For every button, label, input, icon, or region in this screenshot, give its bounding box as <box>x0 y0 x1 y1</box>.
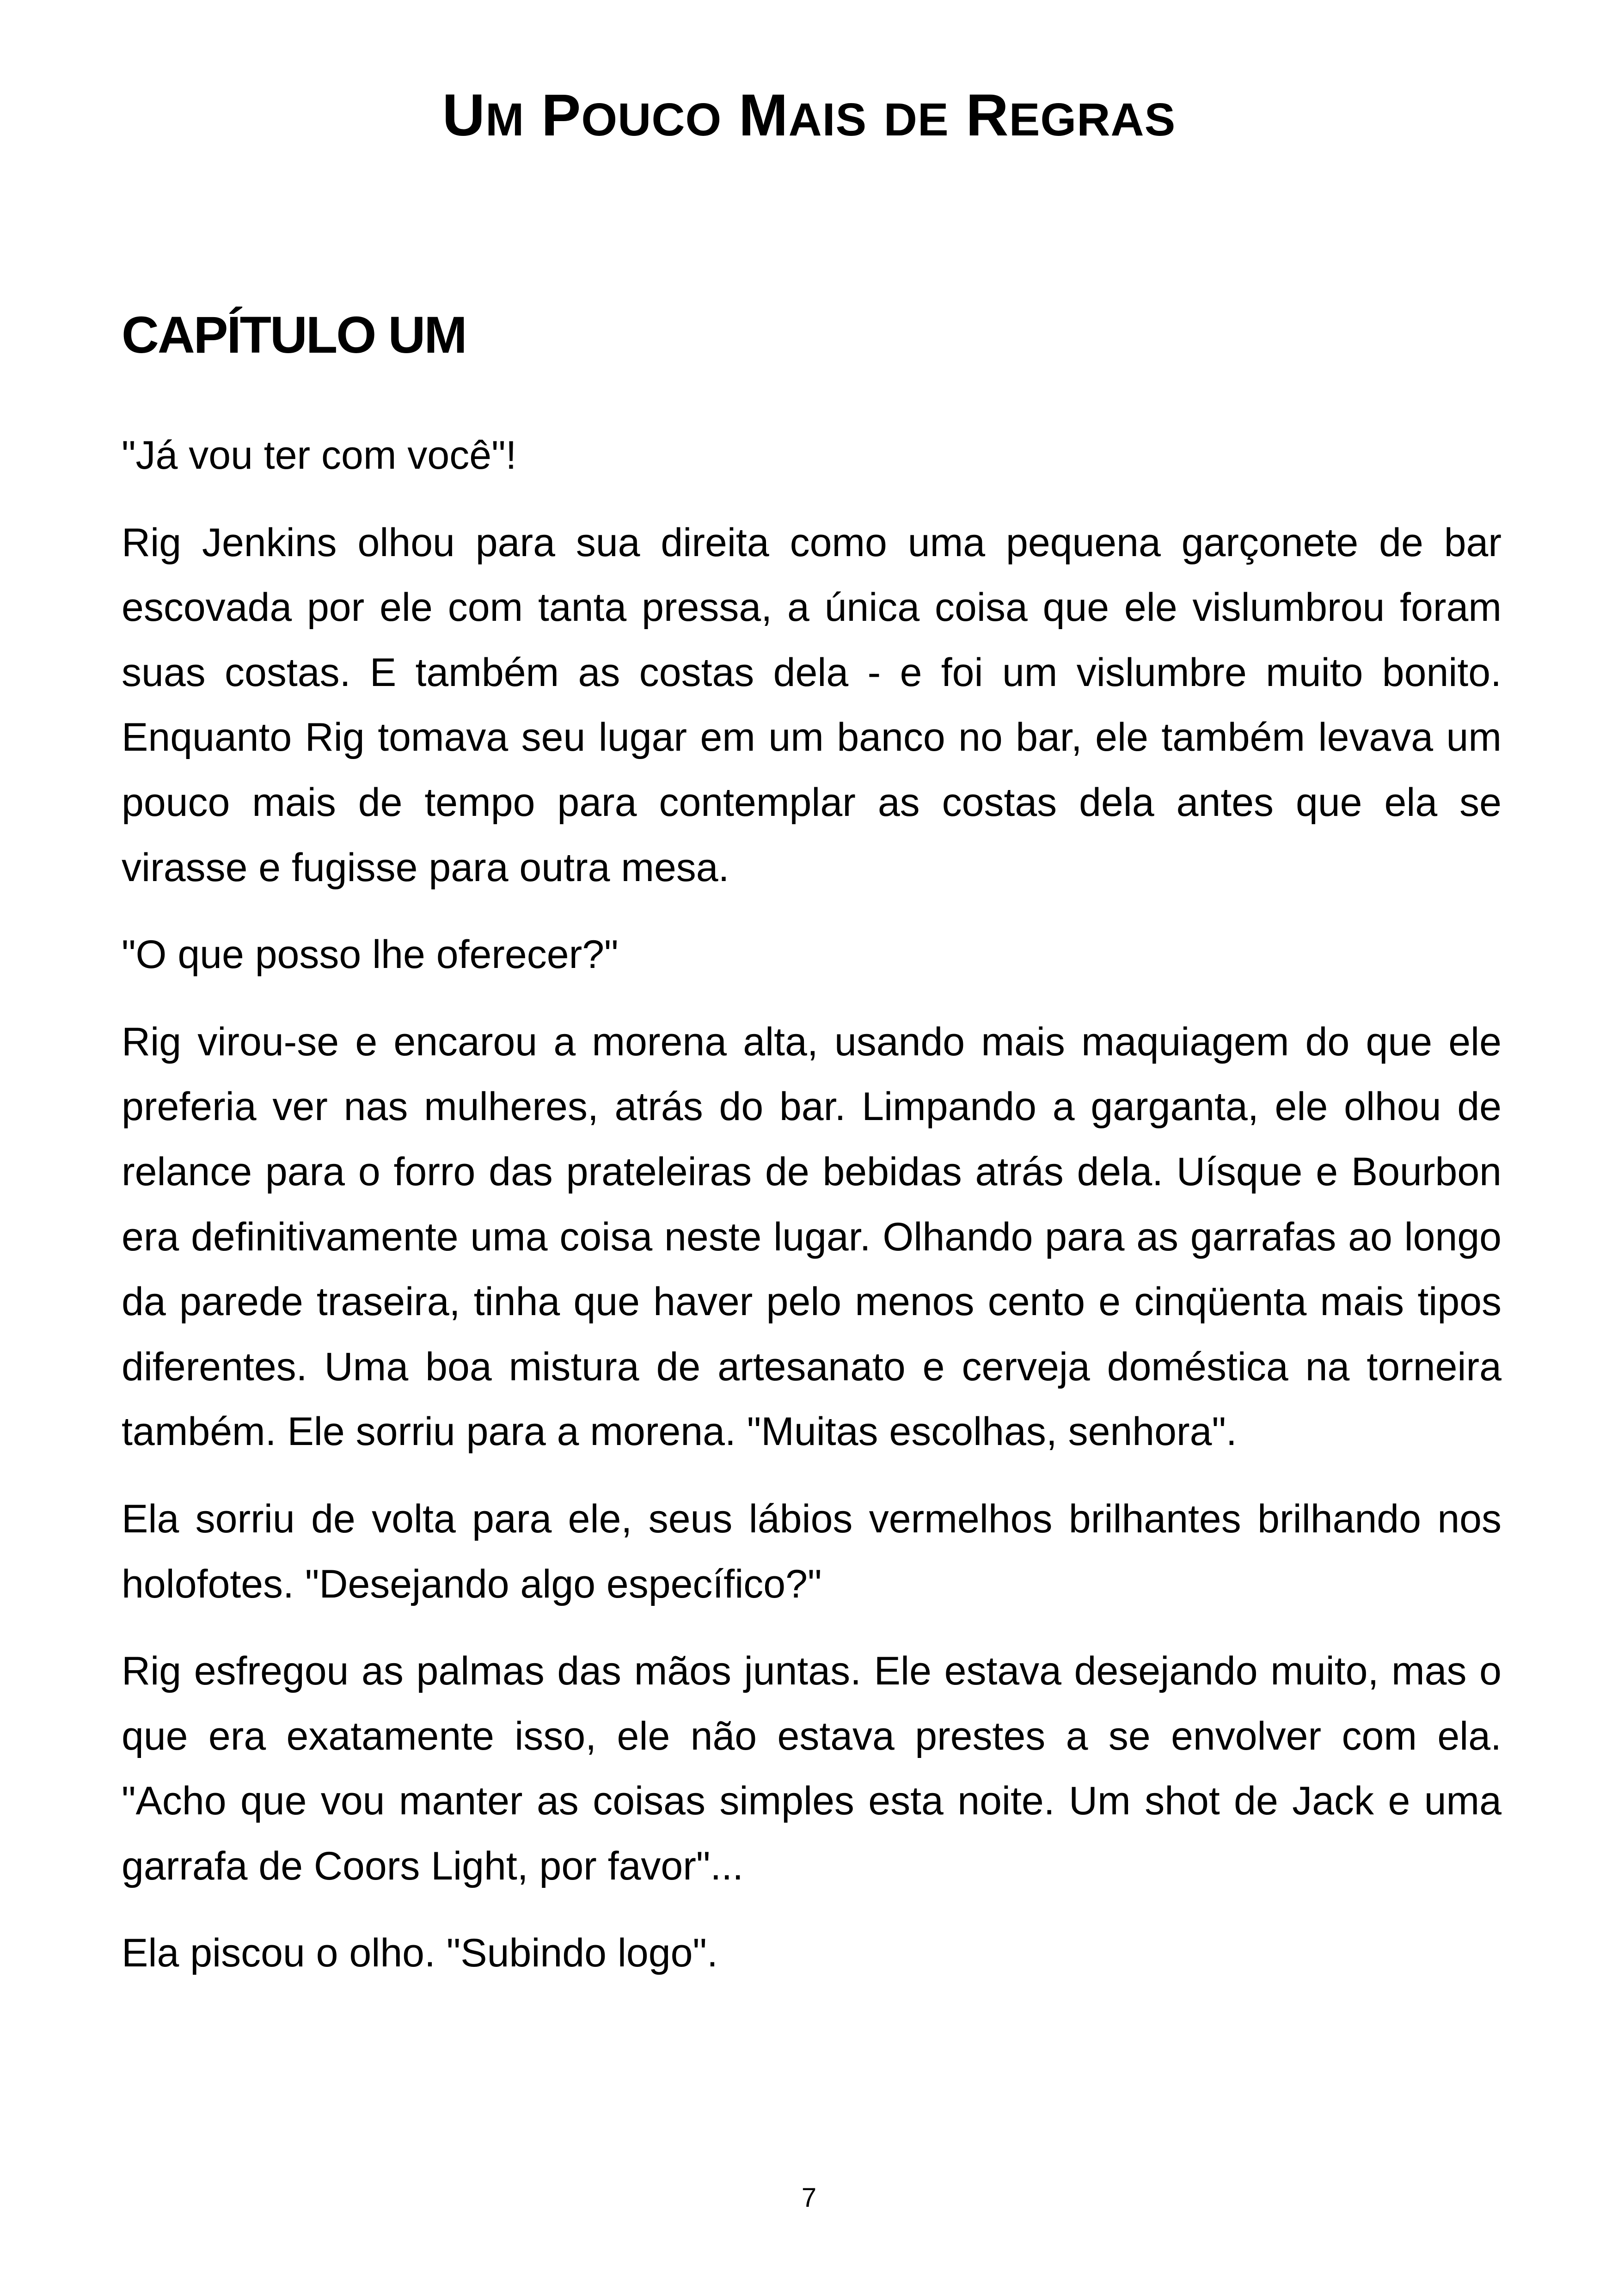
title-word: MAIS <box>738 82 867 148</box>
title-word: REGRAS <box>966 82 1176 148</box>
paragraph: "O que posso lhe oferecer?" <box>122 932 619 977</box>
title-word: DE <box>883 94 949 146</box>
title-word: UM <box>442 82 525 148</box>
book-title <box>0 79 1618 157</box>
paragraph: Ela piscou o olho. "Subindo logo". <box>122 1931 718 1976</box>
paragraph: Rig virou-se e encarou a morena alta, usando mais maquiagem do que ele preferia ver nas mulheres, atrás do bar. Limpando a garganta, ele olhou de relance para o forro das prateleiras de bebidas atrás dela. Uísque e Bourbon era definitivamente uma coisa neste lugar. Olhando para as garrafas ao longo da parede traseira, tinha que haver pelo menos cento e cinqüenta mais tipos diferentes. Uma boa mistura de artesanato e cerveja doméstica na torneira também. Ele sorriu para a morena. "Muitas escolhas, senhora". <box>122 1019 1502 1454</box>
page-number: 7 <box>801 2183 817 2213</box>
paragraph: Ela sorriu de volta para ele, seus lábios vermelhos brilhantes brilhando nos holofotes. "Desejando algo específico?" <box>122 1496 1502 1606</box>
title-word: POUCO <box>541 82 722 148</box>
chapter-heading: CAPÍTULO UM <box>122 306 466 364</box>
paragraph: Rig esfregou as palmas das mãos juntas. Ele estava desejando muito, mas o que era exatamente isso, ele não estava prestes a se envolver com ela. "Acho que vou manter as coisas simples esta noite. Um shot de Jack e uma garrafa de Coors Light, por favor"... <box>122 1649 1502 1888</box>
paragraph: "Já vou ter com você"! <box>122 433 517 478</box>
body-text <box>122 423 1502 2008</box>
paragraph: Rig Jenkins olhou para sua direita como uma pequena garçonete de bar escovada por ele com tanta pressa, a única coisa que ele vislumbrou foram suas costas. E também as costas dela - e foi um vislumbre muito bonito. Enquanto Rig tomava seu lugar em um banco no bar, ele também levava um pouco mais de tempo para contemplar as costas dela antes que ela se virasse e fugisse para outra mesa. <box>122 520 1502 890</box>
